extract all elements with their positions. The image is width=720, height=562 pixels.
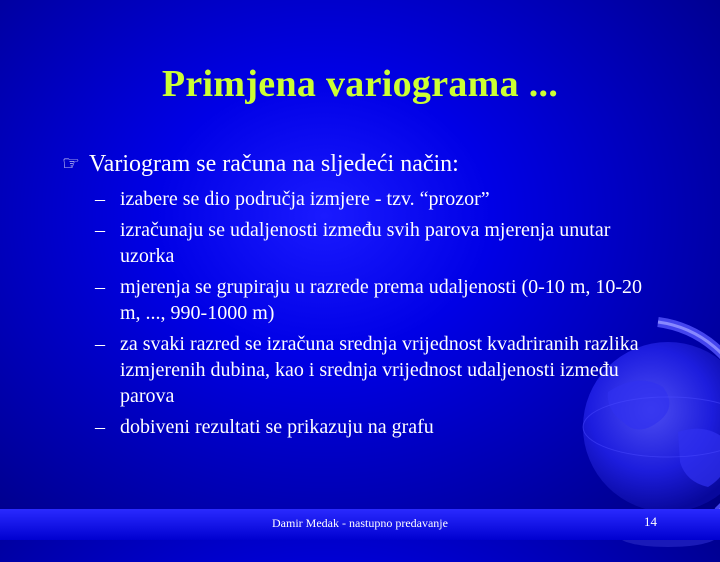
dash-marker: – bbox=[95, 276, 105, 298]
sub-bullet bbox=[95, 331, 662, 409]
sub-bullet-text: izračunaju se udaljenosti između svih parova mjerenja unutar uzorka bbox=[120, 219, 611, 267]
dash-marker: – bbox=[95, 219, 105, 241]
footer-text: Damir Medak - nastupno predavanje bbox=[272, 516, 448, 530]
slide-title: Primjena variograma ... bbox=[161, 63, 559, 105]
sub-bullet-text: mjerenja se grupiraju u razrede prema udaljenosti (0-10 m, 10-20 m, ..., 990-1000 m) bbox=[120, 276, 643, 324]
sub-bullet bbox=[95, 274, 662, 326]
dash-marker: – bbox=[95, 188, 105, 210]
sub-bullet bbox=[95, 186, 662, 212]
main-bullet bbox=[62, 150, 662, 178]
sub-bullet bbox=[95, 217, 662, 269]
sub-bullet-list bbox=[62, 186, 662, 440]
sub-bullet-text: za svaki razred se izračuna srednja vrijednost kvadriranih razlika izmjerenih dubina, kao i srednja vrijednost udaljenosti između parova bbox=[120, 333, 639, 407]
bullet-list bbox=[62, 150, 662, 445]
main-bullet-text: Variogram se računa na sljedeći način: bbox=[89, 151, 459, 177]
sub-bullet bbox=[95, 414, 662, 440]
sub-bullet-text: izabere se dio područja izmjere - tzv. “prozor” bbox=[120, 188, 490, 210]
sub-bullet-text: dobiveni rezultati se prikazuju na grafu bbox=[120, 416, 434, 438]
page-number: 14 bbox=[644, 514, 657, 529]
pointing-hand-icon: ☞ bbox=[62, 153, 80, 175]
dash-marker: – bbox=[95, 333, 105, 355]
dash-marker: – bbox=[95, 416, 105, 438]
